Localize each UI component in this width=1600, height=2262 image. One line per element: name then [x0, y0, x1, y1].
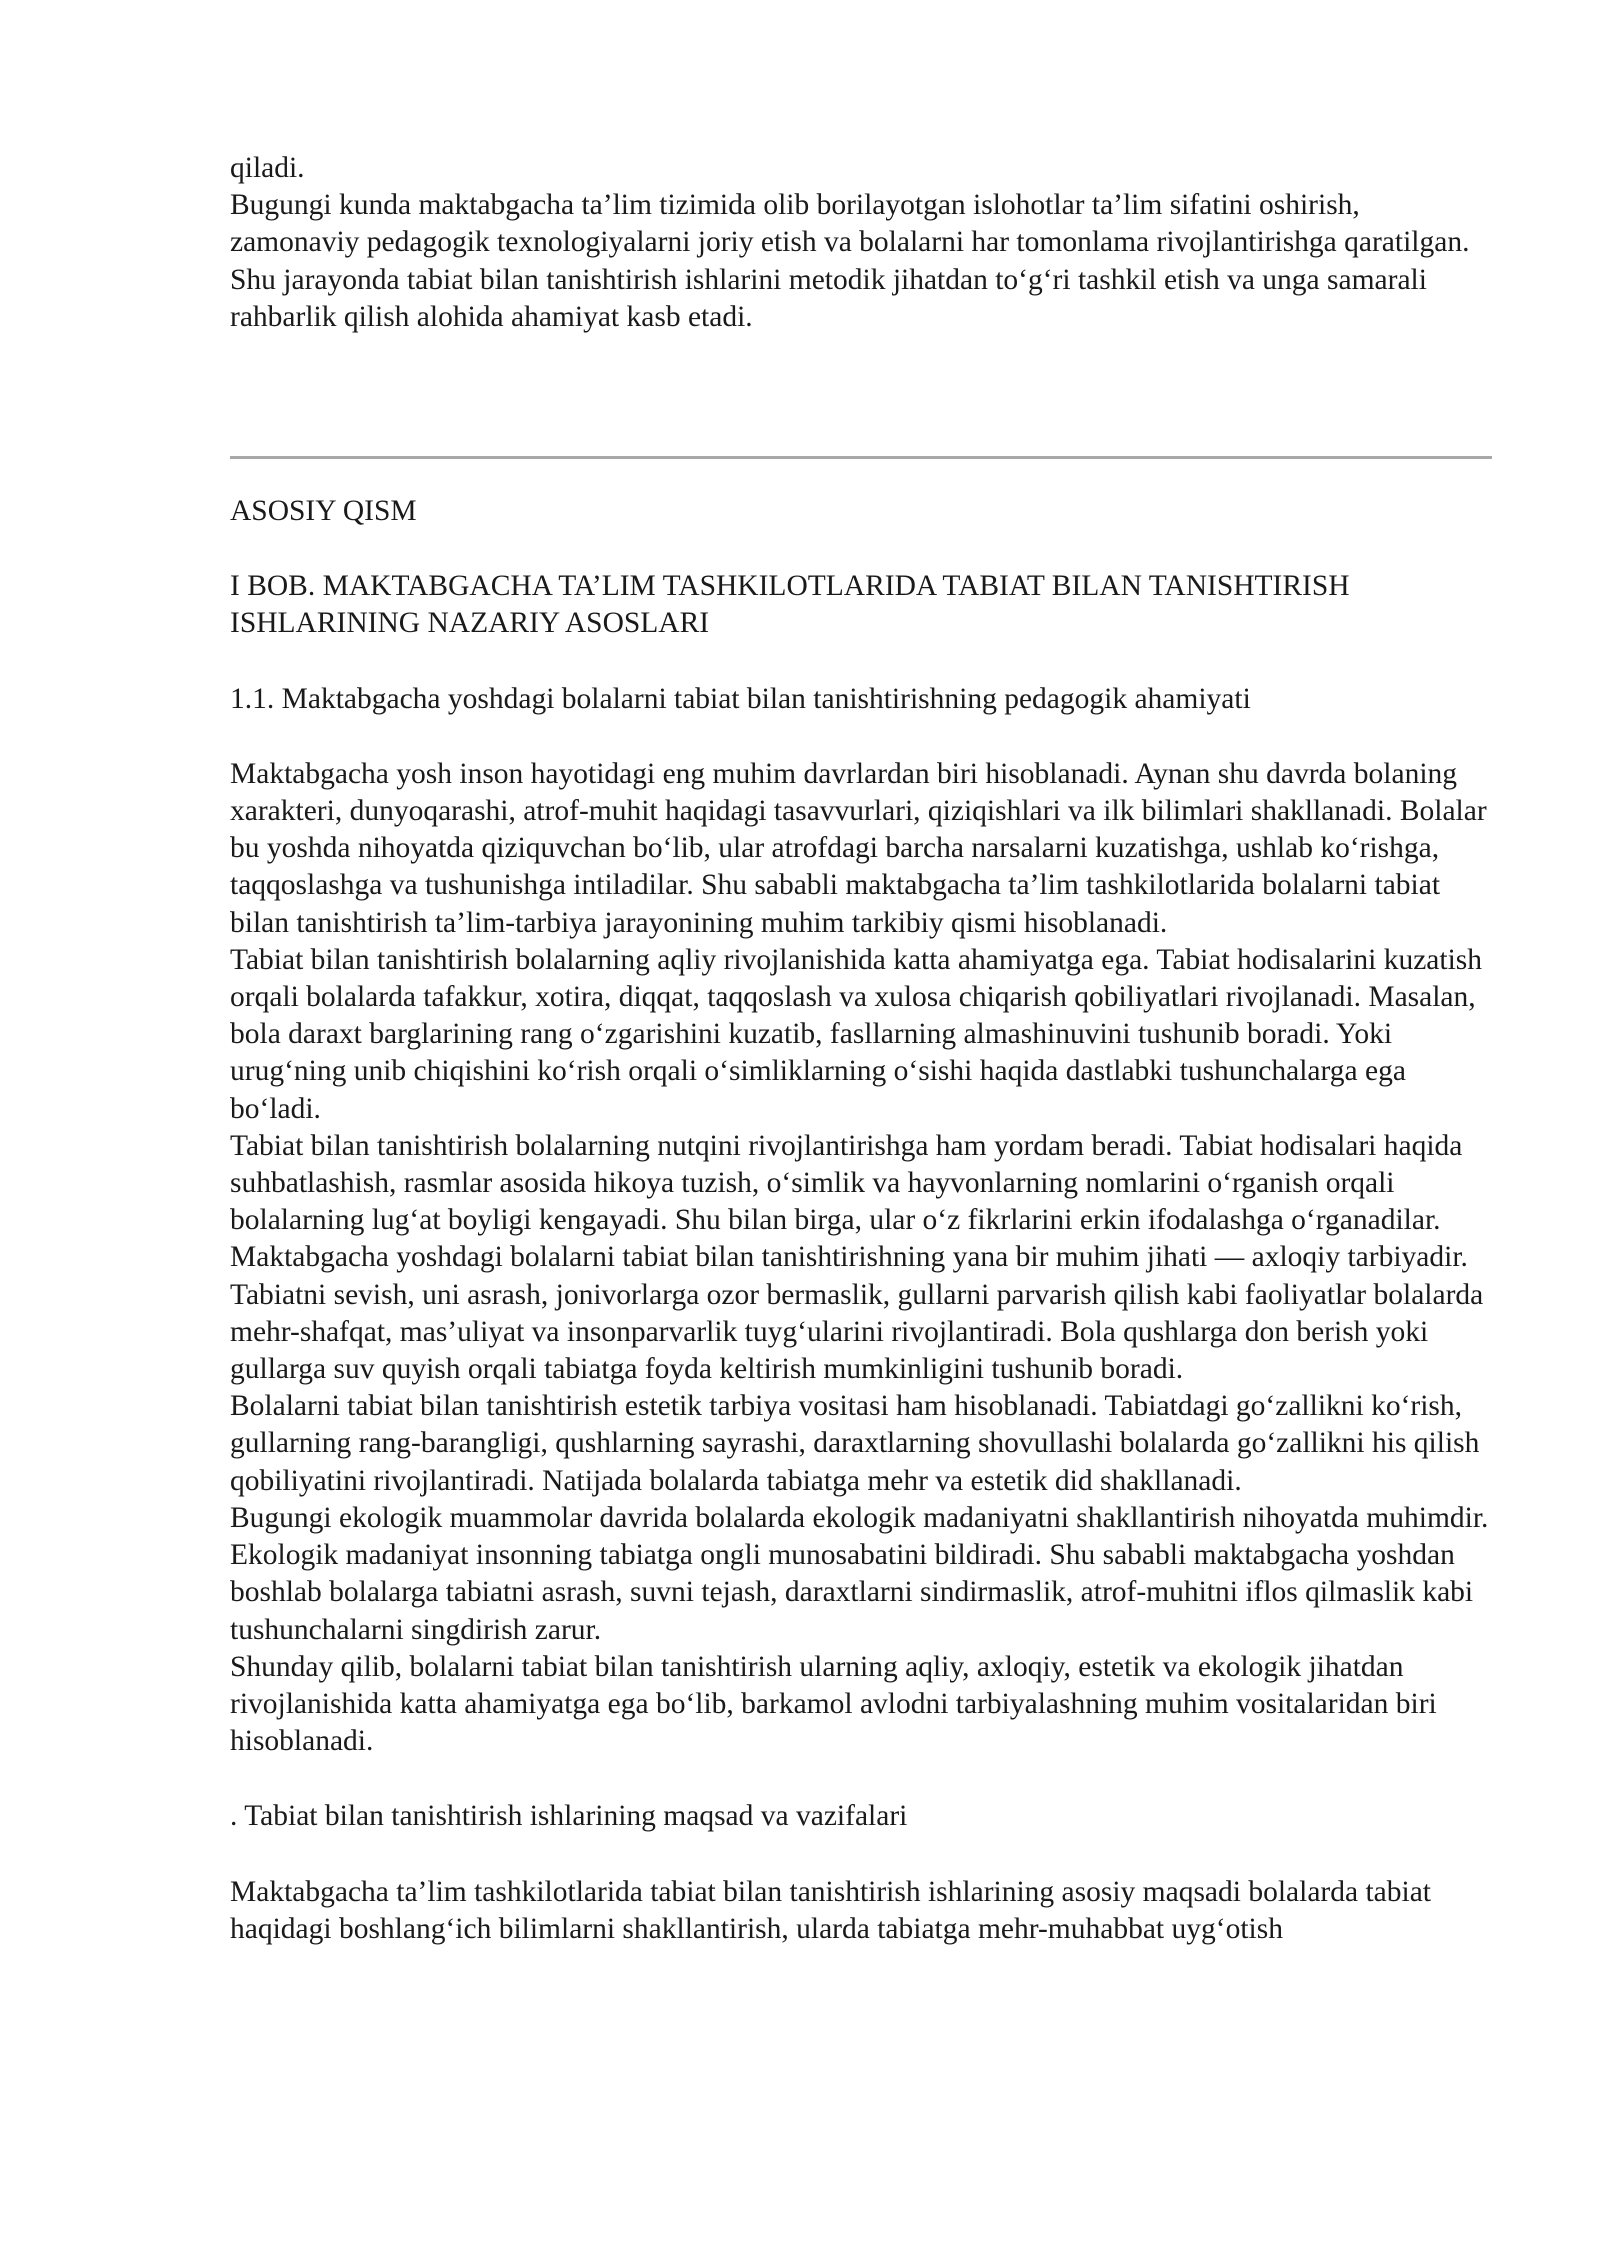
document-page [230, 150, 1492, 1948]
spacer [230, 530, 1492, 568]
body-paragraph: Bolalarni tabiat bilan tanishtirish estetik tarbiya vositasi ham hisoblanadi. Tabiatdagi go‘zallikni ko‘rish, gullarning rang-barangligi, qushlarning sayrashi, daraxtlarning shovullashi bolalarda go‘zallikni his qilish qobiliyatini rivojlantiradi. Natijada bolalarda tabiatga mehr va estetik did shakllanadi. [230, 1390, 1480, 1497]
spacer [230, 459, 1492, 493]
spacer [230, 1760, 1492, 1798]
subsection-title: 1.1. Maktabgacha yoshdagi bolalarni tabiat bilan tanishtirishning pedagogik ahamiyati [230, 682, 1251, 715]
intro-paragraph: Bugungi kunda maktabgacha ta’lim tizimida olib borilayotgan islohotlar ta’lim sifatini oshirish, zamonaviy pedagogik texnologiyalarni joriy etish va bolalarni har tomonlama rivojlantirishga qaratilgan. Shu jarayonda tabiat bilan tanishtirish ishlarini metodik jihatdan to‘g‘ri tashkil etish va unga samarali rahbarlik qilish alohida ahamiyat kasb etadi. [230, 189, 1470, 333]
body-paragraph: Tabiat bilan tanishtirish bolalarning aqliy rivojlanishida katta ahamiyatga ega. Tabiat hodisalarini kuzatish orqali bolalarda tafakkur, xotira, diqqat, taqqoslash va xulosa chiqarish qobiliyatlari rivojlanadi. Masalan, bola daraxt barglarining rang o‘zgarishini kuzatib, fasllarning almashinuvini tushunib boradi. Yoki urug‘ning unib chiqishini ko‘rish orqali o‘simliklarning o‘sishi haqida dastlabki tushunchalarga ega bo‘ladi. [230, 943, 1483, 1125]
body-paragraph: Maktabgacha yoshdagi bolalarni tabiat bilan tanishtirishning yana bir muhim jihati — axloqiy tarbiyadir. Tabiatni sevish, uni asrash, jonivorlarga ozor bermaslik, gullarni parvarish qilish kabi faoliyatlar bolalarda mehr-shafqat, mas’uliyat va insonparvarlik tuyg‘ularini rivojlantiradi. Bola qushlarga don berish yoki gullarga suv quyish orqali tabiatga foyda keltirish mumkinligini tushunib boradi. [230, 1241, 1484, 1386]
body-paragraph: Maktabgacha ta’lim tashkilotlarida tabiat bilan tanishtirish ishlarining asosiy maqsadi bolalarda tabiat haqidagi boshlang‘ich bilimlarni shakllantirish, ularda tabiatga mehr-muhabbat uyg‘otish [230, 1875, 1431, 1945]
body-paragraph: Shunday qilib, bolalarni tabiat bilan tanishtirish ularning aqliy, axloqiy, estetik va ekologik jihatdan rivojlanishida katta ahamiyatga ega bo‘lib, barkamol avlodni tarbiyalashning muhim vositalaridan biri hisoblanadi. [230, 1650, 1437, 1758]
intro-line-continuation: qiladi. [230, 152, 305, 184]
body-paragraph: Maktabgacha yosh inson hayotidagi eng muhim davrlardan biri hisoblanadi. Aynan shu davrda bolaning xarakteri, dunyoqarashi, atrof-muhit haqidagi tasavvurlari, qiziqishlari va ilk bilimlari shakllanadi. Bolalar bu yoshda nihoyatda qiziquvchan bo‘lib, ular atrofdagi barcha narsalarni kuzatishga, ushlab ko‘rishga, taqqoslashga va tushunishga intiladilar. Shu sababli maktabgacha ta’lim tashkilotlarida bolalarni tabiat bilan tanishtirish ta’lim-tarbiya jarayonining muhim tarkibiy qismi hisoblanadi. [230, 757, 1487, 939]
body-paragraph: Bugungi ekologik muammolar davrida bolalarda ekologik madaniyatni shakllantirish nihoyatda muhimdir. Ekologik madaniyat insonning tabiatga ongli munosabatini bildiradi. Shu sababli maktabgacha yoshdan boshlab bolalarga tabiatni asrash, suvni tejash, daraxtlarni sindirmaslik, atrof-muhitni iflos qilmaslik kabi tushunchalarni singdirish zarur. [230, 1501, 1489, 1646]
body-paragraph: Tabiat bilan tanishtirish bolalarning nutqini rivojlantirishga ham yordam beradi. Tabiat hodisalari haqida suhbatlashish, rasmlar asosida hikoya tuzish, o‘simlik va hayvonlarning nomlarini o‘rganish orqali bolalarning lug‘at boyligi kengayadi. Shu bilan birga, ular o‘z fikrlarini erkin ifodalashga o‘rganadilar. [230, 1129, 1463, 1237]
section-title: ASOSIY QISM [230, 495, 417, 528]
spacer [230, 718, 1492, 756]
subsection-title: . Tabiat bilan tanishtirish ishlarining maqsad va vazifalari [230, 1800, 908, 1833]
chapter-title: I BOB. MAKTABGACHA TA’LIM TASHKILOTLARIDA TABIAT BILAN TANISHTIRISH ISHLARINING NAZARIY ASOSLARI [230, 570, 1350, 640]
spacer [230, 336, 1492, 456]
spacer [230, 1836, 1492, 1874]
spacer [230, 643, 1492, 681]
